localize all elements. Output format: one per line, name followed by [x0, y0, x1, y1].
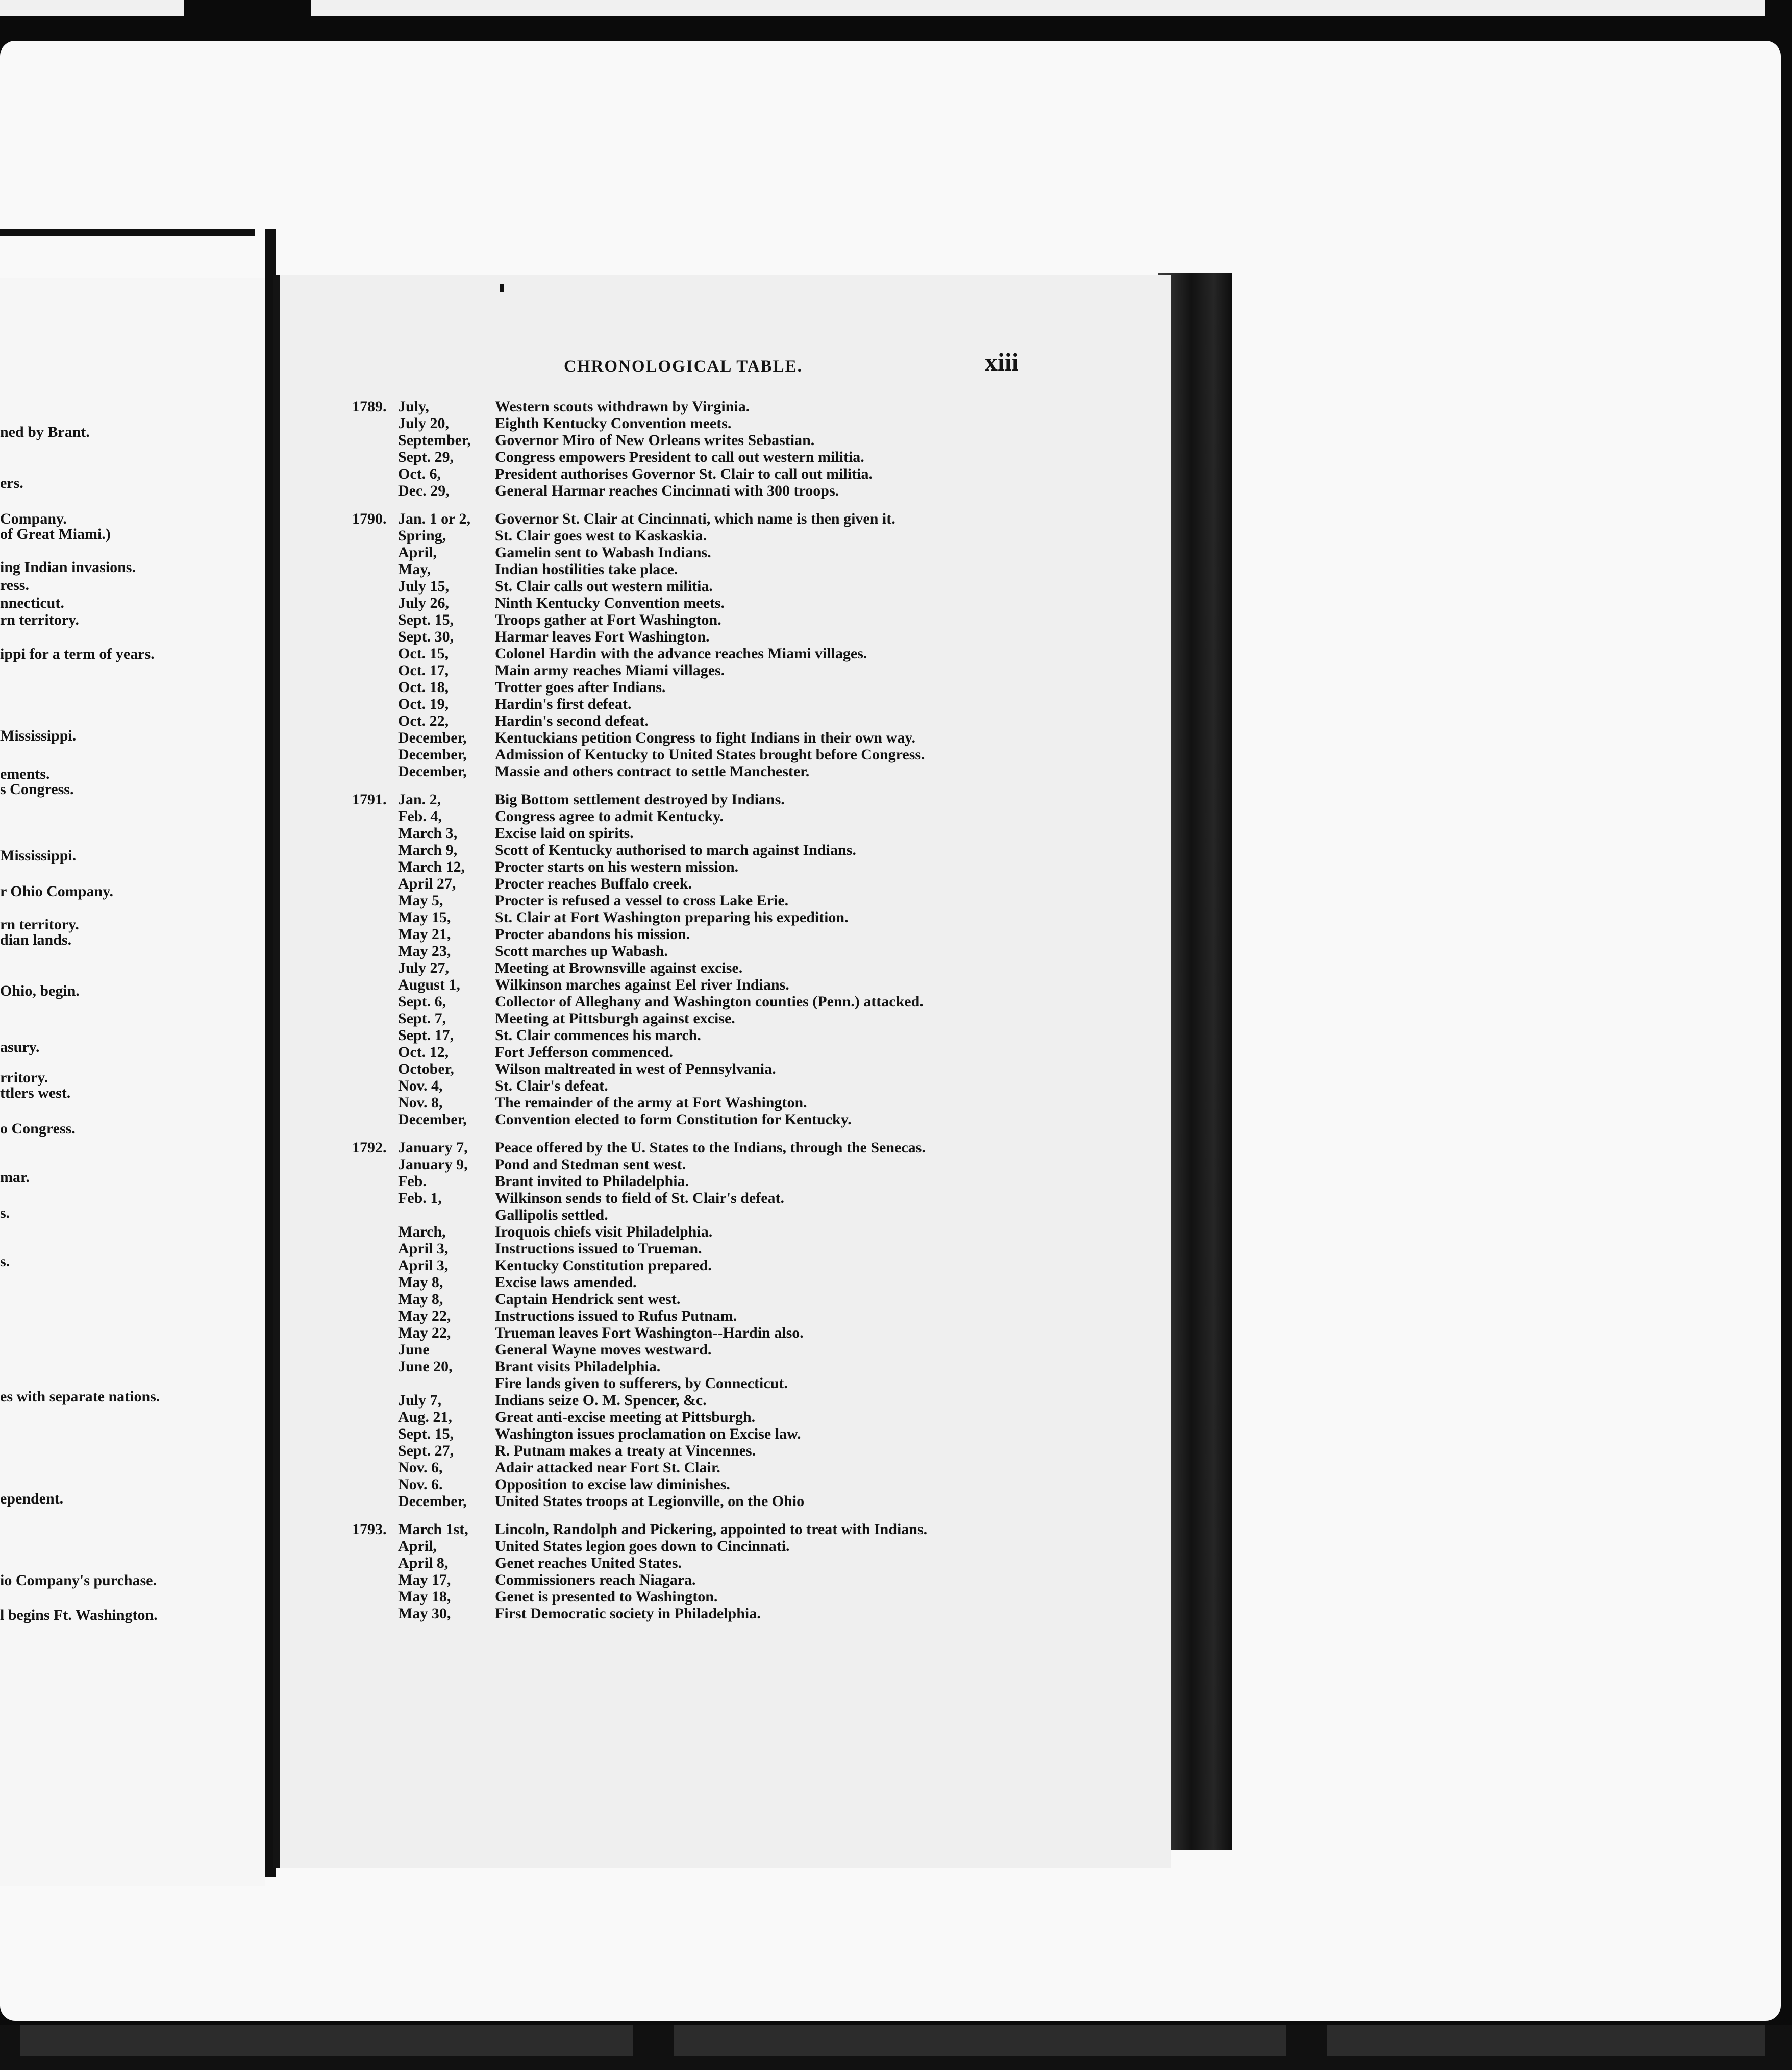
entry-event: The remainder of the army at Fort Washington. [495, 1094, 807, 1111]
entry-event: Peace offered by the U. States to the Indians, through the Senecas. [495, 1139, 926, 1156]
entry-date: March 12, [398, 858, 465, 875]
entry-date: April 3, [398, 1240, 449, 1257]
entry-date: Aug. 21, [398, 1409, 452, 1425]
left-page-fragment: of Great Miami.) [0, 526, 111, 543]
entry-date: Sept. 30, [398, 628, 454, 645]
entry-event: Meeting at Pittsburgh against excise. [495, 1010, 735, 1027]
entry-event: Kentuckians petition Congress to fight Indians in their own way. [495, 729, 916, 746]
entry-date: Sept. 15, [398, 1425, 454, 1442]
entry-event: Gamelin sent to Wabash Indians. [495, 544, 711, 561]
entry-event: Genet reaches United States. [495, 1555, 682, 1571]
scan-frame [0, 41, 1781, 2021]
entry-date: May 18, [398, 1588, 451, 1605]
entry-date: May, [398, 561, 431, 578]
entry-event: Commissioners reach Niagara. [495, 1571, 696, 1588]
left-page-fragment: s Congress. [0, 781, 74, 798]
entry-event: Excise laws amended. [495, 1274, 637, 1291]
entry-date: December, [398, 1493, 467, 1510]
entry-date: July 7, [398, 1392, 442, 1409]
entry-date: August 1, [398, 976, 460, 993]
entry-event: Opposition to excise law diminishes. [495, 1476, 730, 1493]
entry-date: May 15, [398, 909, 451, 926]
entry-date: May 8, [398, 1274, 443, 1291]
entry-event: Indians seize O. M. Spencer, &c. [495, 1392, 707, 1409]
entry-date: Oct. 6, [398, 465, 441, 482]
entry-event: Lincoln, Randolph and Pickering, appointed to treat with Indians. [495, 1521, 928, 1538]
left-page-fragment: l begins Ft. Washington. [0, 1607, 158, 1623]
entry-event: Excise laid on spirits. [495, 825, 634, 842]
entry-date: Feb. 4, [398, 808, 442, 825]
entry-date: July 20, [398, 415, 450, 432]
entry-date: Sept. 15, [398, 611, 454, 628]
entry-date: Feb. [398, 1173, 427, 1190]
entry-event: Gallipolis settled. [495, 1206, 608, 1223]
entry-event: St. Clair's defeat. [495, 1077, 608, 1094]
entry-date: April 27, [398, 875, 456, 892]
entry-event: General Wayne moves westward. [495, 1341, 712, 1358]
left-page-fragment: es with separate nations. [0, 1388, 160, 1405]
left-page-fragment: ependent. [0, 1490, 64, 1507]
entry-event: Trueman leaves Fort Washington--Hardin also. [495, 1324, 804, 1341]
entry-date: Sept. 7, [398, 1010, 446, 1027]
entry-event: Instructions issued to Trueman. [495, 1240, 702, 1257]
entry-event: Wilson maltreated in west of Pennsylvania. [495, 1061, 776, 1077]
entry-event: Massie and others contract to settle Manchester. [495, 763, 810, 780]
entry-event: Genet is presented to Washington. [495, 1588, 718, 1605]
entry-date: July, [398, 398, 429, 415]
entry-date: December, [398, 746, 467, 763]
entry-date: Dec. 29, [398, 482, 450, 499]
entry-event: Main army reaches Miami villages. [495, 662, 725, 679]
entry-event: Big Bottom settlement destroyed by Indians. [495, 791, 785, 808]
entry-event: United States troops at Legionville, on the Ohio [495, 1493, 805, 1510]
film-strip-frame [1327, 2025, 1765, 2056]
entry-event: Governor St. Clair at Cincinnati, which name is then given it. [495, 510, 895, 527]
entry-event: Harmar leaves Fort Washington. [495, 628, 710, 645]
entry-event: Adair attacked near Fort St. Clair. [495, 1459, 720, 1476]
entry-event: Hardin's second defeat. [495, 712, 649, 729]
entry-date: May 22, [398, 1308, 451, 1324]
entry-event: Governor Miro of New Orleans writes Sebastian. [495, 432, 815, 449]
left-page-fragment: s. [0, 1253, 10, 1270]
left-page-fragment: r Ohio Company. [0, 883, 113, 900]
film-strip-frame [674, 2025, 1286, 2056]
left-page-fragment: rn territory. [0, 916, 79, 933]
entry-event: Fire lands given to sufferers, by Connecticut. [495, 1375, 788, 1392]
entry-date: Sept. 29, [398, 449, 454, 465]
entry-event: Congress empowers President to call out western militia. [495, 449, 864, 465]
film-strip-frame [20, 2025, 633, 2056]
left-page-fragment: Mississippi. [0, 727, 77, 744]
entry-event: Eighth Kentucky Convention meets. [495, 415, 732, 432]
left-page-fragment: Company. [0, 510, 67, 527]
entry-year: 1790. [352, 510, 387, 527]
entry-event: St. Clair at Fort Washington preparing his expedition. [495, 909, 849, 926]
entry-event: Procter starts on his western mission. [495, 858, 739, 875]
entry-event: Troops gather at Fort Washington. [495, 611, 721, 628]
entry-event: United States legion goes down to Cincinnati. [495, 1538, 790, 1555]
entry-event: Scott of Kentucky authorised to march against Indians. [495, 842, 856, 858]
entry-event: Hardin's first defeat. [495, 696, 632, 712]
entry-date: December, [398, 1111, 467, 1128]
entry-date: March 3, [398, 825, 458, 842]
entry-event: Convention elected to form Constitution for Kentucky. [495, 1111, 852, 1128]
entry-date: Sept. 6, [398, 993, 446, 1010]
entry-event: Trotter goes after Indians. [495, 679, 666, 696]
page-header-title: CHRONOLOGICAL TABLE. [564, 357, 803, 376]
entry-date: June [398, 1341, 430, 1358]
entry-event: Iroquois chiefs visit Philadelphia. [495, 1223, 713, 1240]
entry-date: March 1st, [398, 1521, 468, 1538]
entry-date: May 17, [398, 1571, 451, 1588]
entry-event: General Harmar reaches Cincinnati with 300 troops. [495, 482, 839, 499]
entry-event: President authorises Governor St. Clair to call out militia. [495, 465, 873, 482]
entry-year: 1792. [352, 1139, 387, 1156]
entry-event: Brant visits Philadelphia. [495, 1358, 661, 1375]
entry-event: Western scouts withdrawn by Virginia. [495, 398, 750, 415]
film-strip-top-left [0, 0, 184, 16]
left-page-fragment: asury. [0, 1039, 40, 1055]
entry-date: April, [398, 1538, 437, 1555]
entry-date: December, [398, 729, 467, 746]
entry-date: Oct. 17, [398, 662, 449, 679]
entry-date: Sept. 27, [398, 1442, 454, 1459]
entry-date: July 15, [398, 578, 450, 595]
printer-mark [500, 284, 504, 292]
left-page-fragment: ttlers west. [0, 1085, 71, 1101]
entry-date: May 5, [398, 892, 443, 909]
entry-date: Jan. 1 or 2, [398, 510, 470, 527]
entry-date: Nov. 4, [398, 1077, 443, 1094]
entry-event: R. Putnam makes a treaty at Vincennes. [495, 1442, 756, 1459]
entry-event: Collector of Alleghany and Washington counties (Penn.) attacked. [495, 993, 924, 1010]
entry-event: Scott marches up Wabash. [495, 943, 668, 959]
left-page-fragment: io Company's purchase. [0, 1572, 157, 1589]
entry-year: 1791. [352, 791, 387, 808]
entry-date: May 30, [398, 1605, 451, 1622]
entry-date: Spring, [398, 527, 446, 544]
entry-event: Colonel Hardin with the advance reaches Miami villages. [495, 645, 867, 662]
entry-date: April 8, [398, 1555, 449, 1571]
entry-date: Oct. 12, [398, 1044, 449, 1061]
entry-event: Fort Jefferson commenced. [495, 1044, 674, 1061]
entry-event: St. Clair goes west to Kaskaskia. [495, 527, 707, 544]
left-page-fragment: rn territory. [0, 611, 79, 628]
entry-date: January 9, [398, 1156, 468, 1173]
entry-date: January 7, [398, 1139, 468, 1156]
left-page-fragment: rritory. [0, 1069, 48, 1086]
entry-event: Instructions issued to Rufus Putnam. [495, 1308, 737, 1324]
entry-event: Procter reaches Buffalo creek. [495, 875, 692, 892]
entry-event: Ninth Kentucky Convention meets. [495, 595, 725, 611]
entry-date: May 21, [398, 926, 451, 943]
left-page-fragment: dian lands. [0, 931, 72, 948]
entry-date: May 22, [398, 1324, 451, 1341]
entry-date: April, [398, 544, 437, 561]
entry-date: May 8, [398, 1291, 443, 1308]
entry-date: Nov. 8, [398, 1094, 443, 1111]
left-page-fragment: mar. [0, 1169, 30, 1186]
left-page-fragment: ers. [0, 475, 23, 491]
entry-date: October, [398, 1061, 454, 1077]
left-page-fragment: ned by Brant. [0, 424, 90, 440]
entry-event: Wilkinson sends to field of St. Clair's defeat. [495, 1190, 784, 1206]
entry-date: May 23, [398, 943, 451, 959]
entry-event: Great anti-excise meeting at Pittsburgh. [495, 1409, 756, 1425]
entry-event: Meeting at Brownsville against excise. [495, 959, 743, 976]
entry-event: St. Clair commences his march. [495, 1027, 701, 1044]
left-page-fragment: ress. [0, 577, 29, 594]
entry-date: September, [398, 432, 471, 449]
entry-date: December, [398, 763, 467, 780]
entry-date: June 20, [398, 1358, 453, 1375]
page-number: xiii [985, 348, 1019, 376]
entry-event: Kentucky Constitution prepared. [495, 1257, 712, 1274]
left-page-fragment: nnecticut. [0, 595, 64, 611]
entry-date: Oct. 22, [398, 712, 449, 729]
entry-event: First Democratic society in Philadelphia. [495, 1605, 761, 1622]
entry-event: Captain Hendrick sent west. [495, 1291, 681, 1308]
entry-date: Sept. 17, [398, 1027, 454, 1044]
entry-event: Washington issues proclamation on Excise law. [495, 1425, 801, 1442]
entry-date: July 26, [398, 595, 450, 611]
entry-year: 1793. [352, 1521, 387, 1538]
entry-date: Nov. 6. [398, 1476, 443, 1493]
entry-event: Procter abandons his mission. [495, 926, 690, 943]
left-page-fragment: s. [0, 1204, 10, 1221]
entry-event: Admission of Kentucky to United States brought before Congress. [495, 746, 925, 763]
entry-date: Nov. 6, [398, 1459, 443, 1476]
left-page-fragment: ements. [0, 766, 50, 782]
left-page-fragment: ippi for a term of years. [0, 646, 155, 662]
entry-date: April 3, [398, 1257, 449, 1274]
entry-date: Jan. 2, [398, 791, 441, 808]
entry-date: March, [398, 1223, 446, 1240]
entry-event: Pond and Stedman sent west. [495, 1156, 686, 1173]
entry-event: Brant invited to Philadelphia. [495, 1173, 689, 1190]
left-page-fragment: Mississippi. [0, 847, 77, 864]
entry-date: July 27, [398, 959, 450, 976]
entry-event: Procter is refused a vessel to cross Lake Erie. [495, 892, 789, 909]
entry-event: Indian hostilities take place. [495, 561, 678, 578]
entry-date: Oct. 18, [398, 679, 449, 696]
left-page-fragment: o Congress. [0, 1120, 76, 1137]
entry-event: St. Clair calls out western militia. [495, 578, 713, 595]
left-page-fragment: Ohio, begin. [0, 982, 80, 999]
left-page-fragment: ing Indian invasions. [0, 559, 136, 576]
film-strip-top-middle [311, 0, 1765, 16]
entry-date: Oct. 15, [398, 645, 449, 662]
entry-event: Wilkinson marches against Eel river Indians. [495, 976, 789, 993]
entry-event: Congress agree to admit Kentucky. [495, 808, 724, 825]
left-page-top-edge [0, 229, 255, 236]
film-strip-bottom [0, 2025, 1792, 2070]
entry-year: 1789. [352, 398, 387, 415]
entry-date: Oct. 19, [398, 696, 449, 712]
entry-date: Feb. 1, [398, 1190, 442, 1206]
entry-date: March 9, [398, 842, 458, 858]
